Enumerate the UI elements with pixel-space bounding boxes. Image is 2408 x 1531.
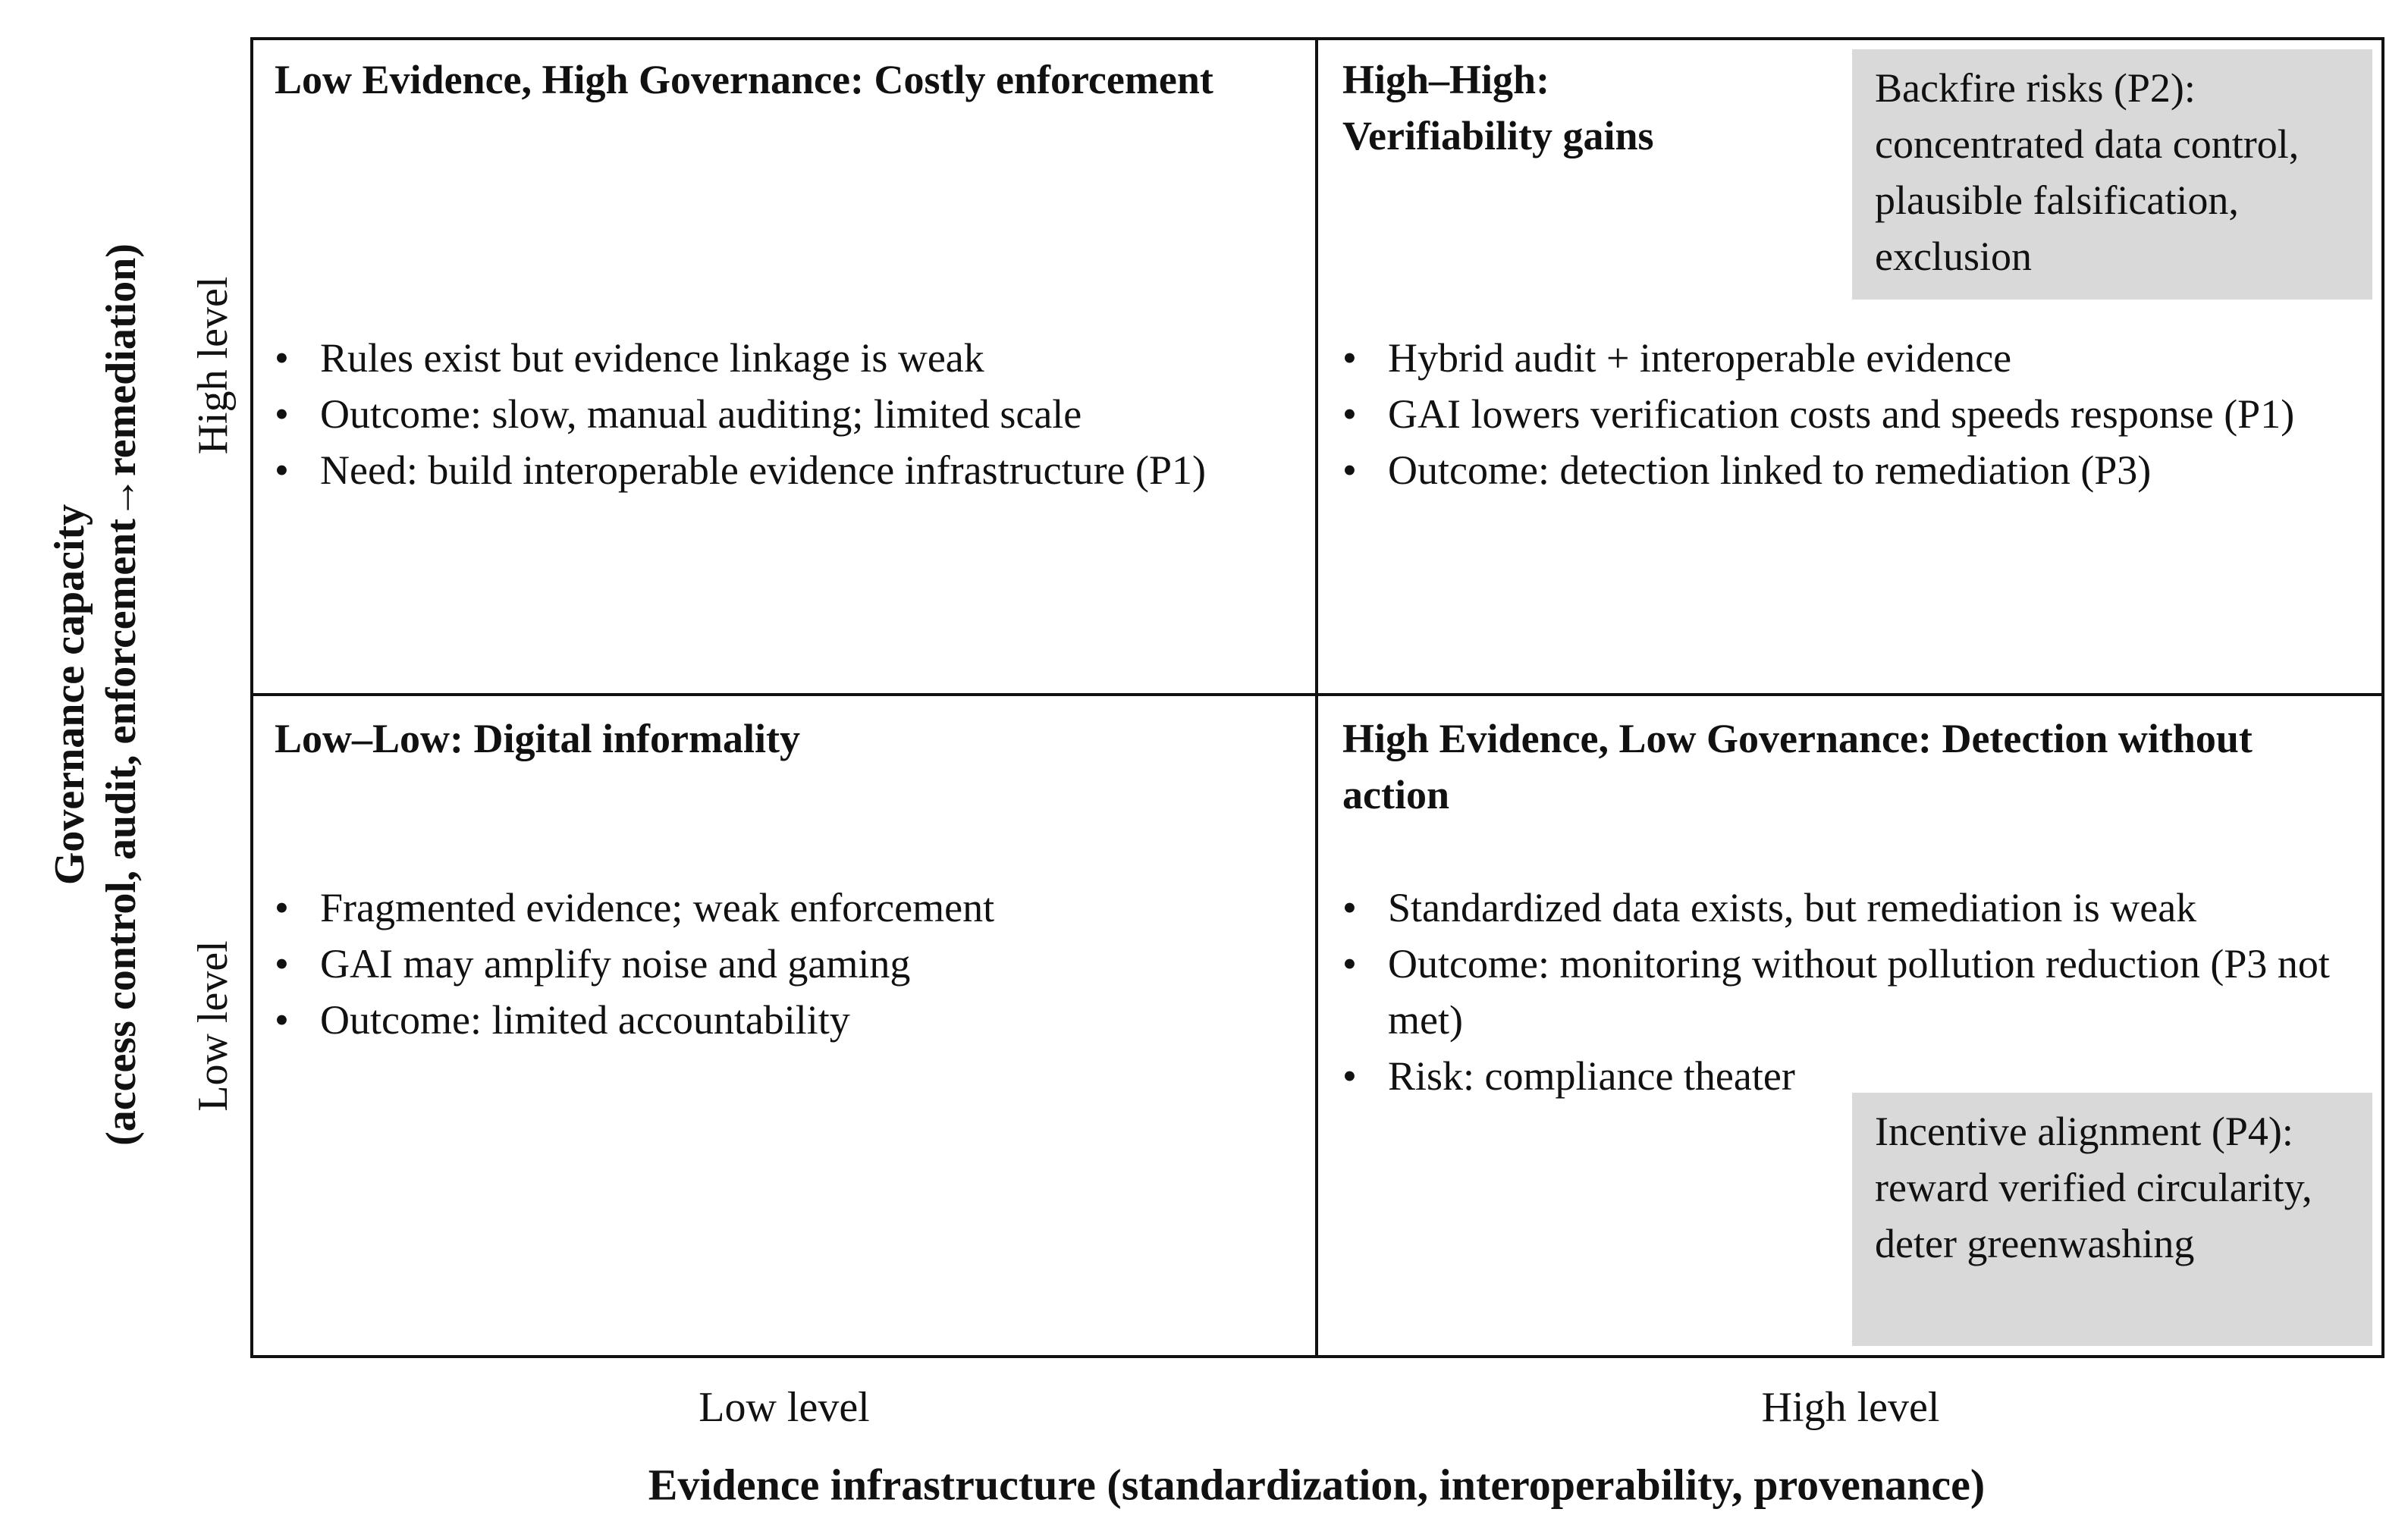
bullet-text: Outcome: monitoring without pollution reduction (P3 not met)	[1388, 941, 2330, 1043]
bullet-item	[275, 992, 1298, 1048]
bullet-icon: •	[275, 997, 289, 1043]
bullet-icon: •	[1342, 941, 1357, 987]
bullet-text: Risk: compliance theater	[1388, 1053, 1795, 1099]
vertical-divider	[1315, 37, 1318, 1358]
bullet-text: Outcome: detection linked to remediation (P3)	[1388, 447, 2152, 493]
bullet-text: Rules exist but evidence linkage is weak	[320, 335, 984, 381]
incentive-alignment-note: Incentive alignment (P4): reward verified circularity, deter greenwashing	[1852, 1093, 2372, 1346]
bullet-icon: •	[275, 941, 289, 987]
bullet-item	[1342, 330, 2366, 386]
bullet-icon: •	[1342, 335, 1357, 381]
bullet-icon: •	[275, 391, 289, 437]
bullet-text: GAI may amplify noise and gaming	[320, 941, 911, 987]
bullet-item	[1342, 386, 2366, 442]
bullet-item	[275, 442, 1276, 498]
bullet-icon: •	[275, 885, 289, 930]
title-line: High–High:	[1342, 57, 1550, 102]
bullet-item	[1342, 442, 2366, 498]
backfire-risks-note: Backfire risks (P2): concentrated data control, plausible falsification, exclusion	[1852, 49, 2372, 300]
bullet-text: GAI lowers verification costs and speeds response (P1)	[1388, 391, 2295, 437]
quadrant-bottom-left-title: Low–Low: Digital informality	[275, 716, 800, 761]
horizontal-divider	[250, 693, 2384, 696]
quadrant-top-left-title: Low Evidence, High Governance: Costly enforcement	[275, 57, 1213, 102]
quadrant-bottom-left-bullets	[275, 880, 1298, 1048]
bullet-icon: •	[275, 447, 289, 493]
bullet-item	[275, 386, 1298, 442]
x-axis-title: Evidence infrastructure (standardization, interoperability, provenance)	[648, 1460, 1986, 1510]
bullet-text: Standardized data exists, but remediation is weak	[1388, 885, 2197, 930]
bullet-text: Outcome: limited accountability	[320, 997, 850, 1043]
y-axis-title-line: Governance capacity	[46, 504, 93, 886]
bullet-item	[275, 880, 1298, 936]
quadrant-top-right-bullets	[1342, 330, 2366, 498]
y-axis-low-label: Low level	[190, 940, 237, 1112]
bullet-icon: •	[275, 335, 289, 381]
bullet-text: Outcome: slow, manual auditing; limited scale	[320, 391, 1082, 437]
bullet-item	[1342, 936, 2366, 1048]
bullet-text: Hybrid audit + interoperable evidence	[1388, 335, 2012, 381]
quadrant-top-right-title	[1342, 52, 1654, 164]
title-line: Verifiability gains	[1342, 113, 1654, 158]
y-axis-high-label: High level	[190, 276, 237, 455]
y-axis-title-line: (access control, audit, enforcement→remediation)	[98, 243, 145, 1146]
quadrant-bottom-right-title: High Evidence, Low Governance: Detection without action	[1342, 716, 2253, 817]
bullet-icon: •	[1342, 447, 1357, 493]
quadrant-top-left-bullets	[275, 330, 1298, 498]
bullet-item	[1342, 880, 2366, 936]
bullet-icon: •	[1342, 1053, 1357, 1099]
bullet-text: Need: build interoperable evidence infrastructure (P1)	[320, 447, 1207, 493]
x-axis-high-label: High level	[1761, 1384, 1940, 1431]
quadrant-bottom-right-bullets	[1342, 880, 2366, 1104]
bullet-icon: •	[1342, 391, 1357, 437]
bullet-icon: •	[1342, 885, 1357, 930]
x-axis-low-label: Low level	[699, 1384, 870, 1431]
bullet-text: Fragmented evidence; weak enforcement	[320, 885, 995, 930]
bullet-item	[275, 936, 1298, 992]
bullet-item	[275, 330, 1298, 386]
y-axis-title	[44, 243, 147, 1146]
